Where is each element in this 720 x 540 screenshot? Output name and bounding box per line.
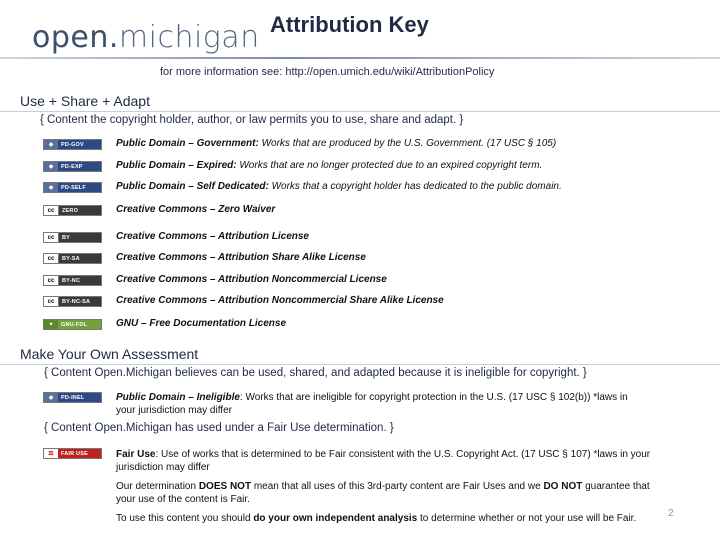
cc-icon: cc: [44, 276, 59, 285]
license-row-cc-zero: Creative Commons – Zero Waiver: [116, 204, 276, 215]
fair-use-badge: ⚖ FAIR USE: [43, 448, 102, 459]
cc-icon: cc: [44, 254, 59, 263]
pd-exp-icon: ◆: [44, 162, 58, 171]
cc-by-nc-badge: cc BY-NC: [43, 275, 102, 286]
cc-icon: cc: [44, 233, 59, 242]
license-row-cc-by: Creative Commons – Attribution License: [116, 231, 309, 242]
pd-self-icon: ◆: [44, 183, 58, 192]
section-heading-share: Use + Share + Adapt: [20, 93, 150, 109]
gnu-icon: ✦: [44, 320, 58, 329]
license-row-pd-gov: Public Domain – Government: Works that are produced by the U.S. Government. (17 USC § 105): [116, 138, 557, 149]
license-row-fair-use: Fair Use: Use of works that is determined to be Fair consistent with the U.S. Copyright Act. (17 USC § 107) *laws in your jurisdiction may differ: [116, 449, 651, 473]
cc-icon: cc: [44, 297, 59, 306]
scales-icon: ⚖: [44, 449, 58, 458]
pd-inel-badge: ◆ PD-INEL: [43, 392, 102, 403]
assess-group2-note: { Content Open.Michigan has used under a Fair Use determination. }: [44, 422, 394, 434]
cc-by-badge: cc BY: [43, 232, 102, 243]
gnu-fdl-badge: ✦ GNU-FDL: [43, 319, 102, 330]
page-number: 2: [668, 508, 674, 519]
license-row-cc-by-nc-sa: Creative Commons – Attribution Noncommercial Share Alike License: [116, 295, 444, 306]
cc-by-sa-badge: cc BY-SA: [43, 253, 102, 264]
page-title: Attribution Key: [270, 12, 429, 37]
pd-inel-icon: ◆: [44, 393, 58, 402]
pd-self-badge: ◆ PD-SELF: [43, 182, 102, 193]
license-row-pd-inel: Public Domain – Ineligible: Works that are ineligible for copyright protection in the U.S. (17 USC § 102(b)) *laws in your jurisdiction may differ: [116, 392, 628, 416]
assess-group1-note: { Content Open.Michigan believes can be used, shared, and adapted because it is ineligible for copyright. }: [44, 367, 587, 379]
cc-by-nc-sa-badge: cc BY-NC-SA: [43, 296, 102, 307]
more-info-link[interactable]: for more information see: http://open.umich.edu/wiki/AttributionPolicy: [160, 66, 495, 78]
pd-gov-badge: ◆ PD-GOV: [43, 139, 102, 150]
cc-zero-badge: cc ZERO: [43, 205, 102, 216]
section-divider: [0, 364, 720, 365]
section-heading-assess: Make Your Own Assessment: [20, 346, 199, 362]
section-divider: [0, 111, 720, 112]
share-group-note: { Content the copyright holder, author, or law permits you to use, share and adapt. }: [40, 114, 464, 126]
license-row-pd-exp: Public Domain – Expired: Works that are no longer protected due to an expired copyright term.: [116, 160, 543, 171]
independent-analysis-note: To use this content you should do your own independent analysis to determine whether or not your use will be Fair.: [116, 513, 637, 524]
pd-exp-badge: ◆ PD-EXP: [43, 161, 102, 172]
license-row-cc-by-sa: Creative Commons – Attribution Share Alike License: [116, 252, 366, 263]
license-row-cc-by-nc: Creative Commons – Attribution Noncommercial License: [116, 274, 387, 285]
open-michigan-logo: open.michigan: [32, 20, 260, 55]
cc-icon: cc: [44, 206, 59, 215]
header-divider: [0, 57, 720, 59]
license-row-gnu-fdl: GNU – Free Documentation License: [116, 318, 287, 329]
pd-gov-icon: ◆: [44, 140, 58, 149]
fair-use-determination-note: Our determination DOES NOT mean that all uses of this 3rd-party content are Fair Uses and we DO NOT guarantee that your use of the content is Fair.: [116, 481, 650, 505]
license-row-pd-self: Public Domain – Self Dedicated: Works that a copyright holder has dedicated to the public domain.: [116, 181, 562, 192]
